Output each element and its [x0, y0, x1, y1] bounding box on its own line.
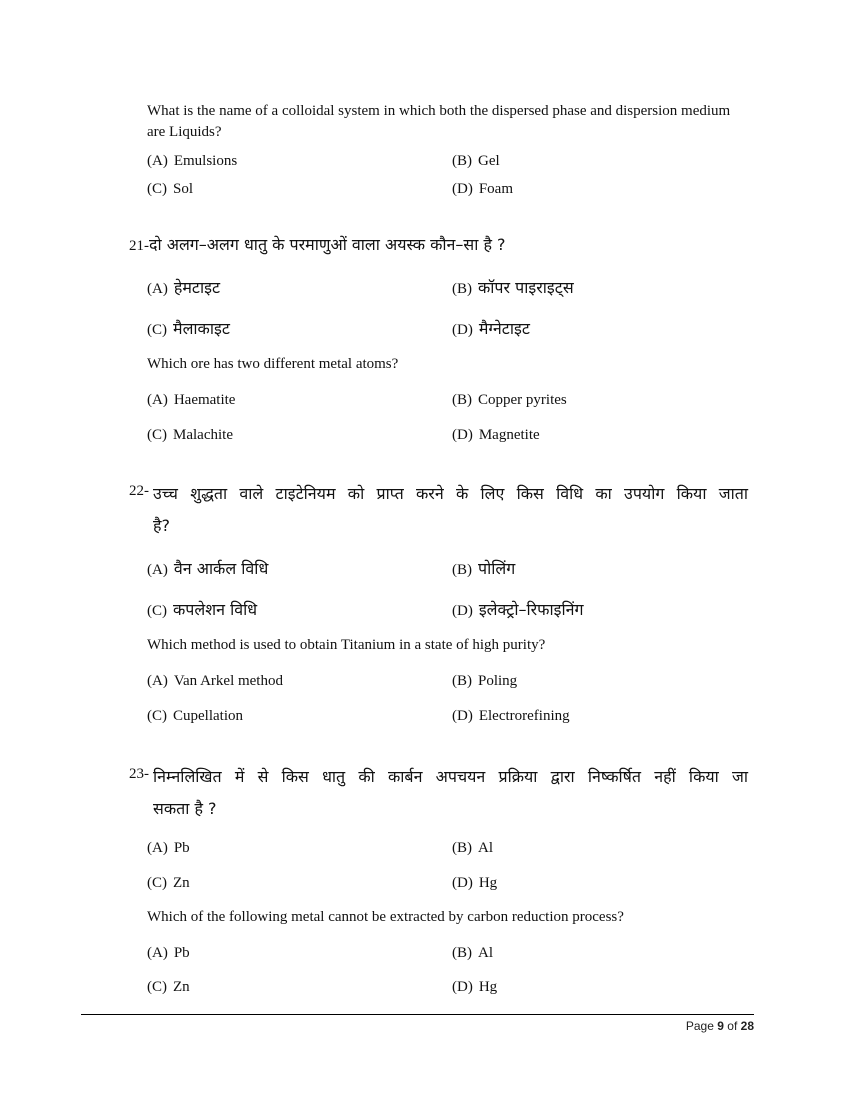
q22-hi-option-d: (D) इलेक्ट्रो–रिफाइनिंग	[452, 600, 584, 619]
q22-hi-question-line1: उच्च शुद्धता वाले टाइटेनियम को प्राप्त करने के लिए किस विधि का उपयोग किया जाता	[153, 484, 748, 503]
q21-hi-option-b: (B) कॉपर पाइराइट्स	[452, 278, 574, 297]
q21-en-question: Which ore has two different metal atoms?	[147, 356, 399, 372]
q22-en-option-a: (A) Van Arkel method	[147, 673, 283, 689]
q23-en-question: Which of the following metal cannot be extracted by carbon reduction process?	[147, 909, 624, 925]
q21-en-option-a: (A) Haematite	[147, 392, 236, 408]
q23-en-option-b: (B) Al	[452, 945, 493, 961]
q20-en-option-d: (D) Foam	[452, 181, 513, 197]
page-number: Page 9 of 28	[685, 1019, 754, 1033]
q21-en-option-c: (C) Malachite	[147, 427, 233, 443]
q21-en-option-d: (D) Magnetite	[452, 427, 540, 443]
q20-en-question-line1: What is the name of a colloidal system in which both the dispersed phase and dispersion medium	[147, 103, 731, 119]
q21-hi-option-c: (C) मैलाकाइट	[147, 319, 230, 338]
q22-hi-option-b: (B) पोलिंग	[452, 559, 516, 578]
footer-divider	[81, 1014, 754, 1015]
q20-en-option-c: (C) Sol	[147, 181, 194, 197]
q23-hi-question-line1: निम्नलिखित में से किस धातु की कार्बन अपचयन प्रक्रिया द्वारा निष्कर्षित नहीं किया जा	[153, 767, 748, 786]
q23-en-option-c: (C) Zn	[147, 979, 190, 995]
q22-en-option-d: (D) Electrorefining	[452, 708, 570, 724]
q23-en-option-a: (A) Pb	[147, 945, 190, 961]
q23-number: 23-	[129, 766, 149, 782]
q22-number: 22-	[129, 483, 149, 499]
q22-en-option-b: (B) Poling	[452, 673, 518, 689]
q21-hi-question: 21-दो अलग–अलग धातु के परमाणुओं वाला अयस्क कौन–सा है ?	[129, 235, 506, 254]
q20-en-option-b: (B) Gel	[452, 153, 500, 169]
q21-hi-option-d: (D) मैग्नेटाइट	[452, 319, 530, 338]
q20-en-question-line2: are Liquids?	[147, 124, 222, 140]
q22-en-option-c: (C) Cupellation	[147, 708, 243, 724]
q22-hi-option-a: (A) वैन आर्कल विधि	[147, 559, 269, 578]
q23-en-option-d: (D) Hg	[452, 979, 498, 995]
q21-number: 21-	[129, 238, 149, 254]
q21-hi-option-a: (A) हेमटाइट	[147, 278, 221, 297]
q23-hi-question-line2: सकता है ?	[153, 799, 217, 818]
q21-en-option-b: (B) Copper pyrites	[452, 392, 567, 408]
q23-hi-option-b: (B) Al	[452, 840, 493, 856]
q22-hi-option-c: (C) कपलेशन विधि	[147, 600, 258, 619]
q22-hi-question-line2: है?	[153, 516, 170, 535]
q23-hi-option-c: (C) Zn	[147, 875, 190, 891]
q22-en-question: Which method is used to obtain Titanium in a state of high purity?	[147, 637, 546, 653]
q23-hi-option-d: (D) Hg	[452, 875, 498, 891]
q20-en-option-a: (A) Emulsions	[147, 153, 238, 169]
q23-hi-option-a: (A) Pb	[147, 840, 190, 856]
